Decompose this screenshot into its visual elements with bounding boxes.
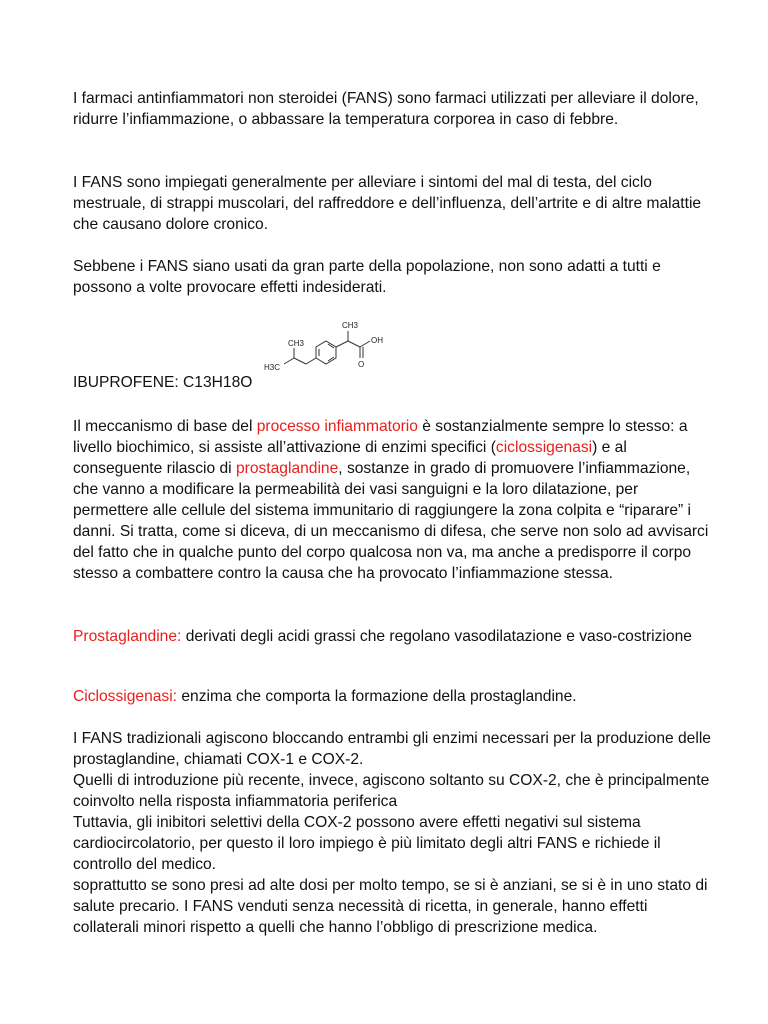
ciclossigenasi-definition xyxy=(73,686,713,707)
prostaglandine-term-label: Prostaglandine: xyxy=(73,628,182,645)
closing-line-1: I FANS tradizionali agiscono bloccando entrambi gli enzimi necessari per la produzione delle prostaglandine, chiamati COX-1 e COX-2. xyxy=(73,730,711,768)
closing-line-3: Tuttavia, gli inibitori selettivi della COX-2 possono avere effetti negativi sul sistema cardiocircolatorio, per questo il loro impiego è più limitato degli altri FANS e richiede il controllo del medico. xyxy=(73,814,661,873)
oxygen-label: O xyxy=(358,360,365,369)
mechanism-text-4: , sostanze in grado di promuovere l’infiammazione, che vanno a modificare la permeabilità dei vasi sanguigni e la loro dilatazione, per permettere alle cellule del sistema immunitario di raggiungere la zona colpita e “riparare” i danni. Si tratta, come si diceva, di un meccanismo di difesa, che serve non solo ad avvisarci del fatto che in qualche punto del corpo qualcosa non va, ma anche a predisporre il corpo stesso a combattere contro la causa che ha provocato l’infiammazione stessa. xyxy=(73,460,709,582)
ch3-top-label: CH3 xyxy=(342,321,359,330)
intro-paragraph: I farmaci antinfiammatori non steroidei (FANS) sono farmaci utilizzati per alleviare il dolore, ridurre l’infiammazione, o abbassare la temperatura corporea in caso di febbre. xyxy=(73,90,699,128)
closing-line-2: Quelli di introduzione più recente, invece, agiscono soltanto su COX-2, che è principalmente coinvolto nella risposta infiammatoria periferica xyxy=(73,772,710,810)
ibuprofen-structure-image xyxy=(258,318,408,376)
prostaglandine-definition-text: derivati degli acidi grassi che regolano vasodilatazione e vaso-costrizione xyxy=(181,628,692,645)
mechanism-text-3: ) e al conseguente rilascio di xyxy=(73,439,627,477)
inflammatory-process-term: processo infiammatorio xyxy=(256,418,418,435)
closing-line-4: soprattutto se sono presi ad alte dosi per molto tempo, se si è anziani, se si è in uno stato di salute precario. I FANS venduti senza necessità di ricetta, in generale, hanno effetti collaterali minori rispetto a quelli che hanno l’obbligo di prescrizione medica. xyxy=(73,877,708,936)
mechanism-text-2: è sostanzialmente sempre lo stesso: a livello biochimico, si assiste all’attivazione di enzimi specifici ( xyxy=(73,418,688,456)
ciclossigenasi-term-label: Ciclossigenasi: xyxy=(73,688,178,705)
h3c-label: H3C xyxy=(264,363,281,372)
prostaglandine-definition xyxy=(73,626,713,647)
mechanism-paragraph xyxy=(73,416,713,584)
oh-label: OH xyxy=(371,336,383,345)
ibuprofen-formula: IBUPROFENE: C13H18O xyxy=(73,374,253,391)
ciclossigenasi-definition-text: enzima che comporta la formazione della prostaglandine. xyxy=(177,688,577,705)
closing-section xyxy=(73,728,713,938)
mechanism-text-1: Il meccanismo di base del xyxy=(73,418,257,435)
warning-paragraph: Sebbene i FANS siano usati da gran parte della popolazione, non sono adatti a tutti e possono a volte provocare effetti indesiderati. xyxy=(73,258,661,296)
prostaglandin-term: prostaglandine xyxy=(235,460,339,477)
ch3-left-label: CH3 xyxy=(288,339,305,348)
cyclooxygenase-term: ciclossigenasi xyxy=(495,439,593,456)
usage-paragraph: I FANS sono impiegati generalmente per alleviare i sintomi del mal di testa, del ciclo mestruale, di strappi muscolari, del raffreddore e dell’influenza, dell’artrite e di altre malattie che causano dolore cronico. xyxy=(73,174,702,233)
